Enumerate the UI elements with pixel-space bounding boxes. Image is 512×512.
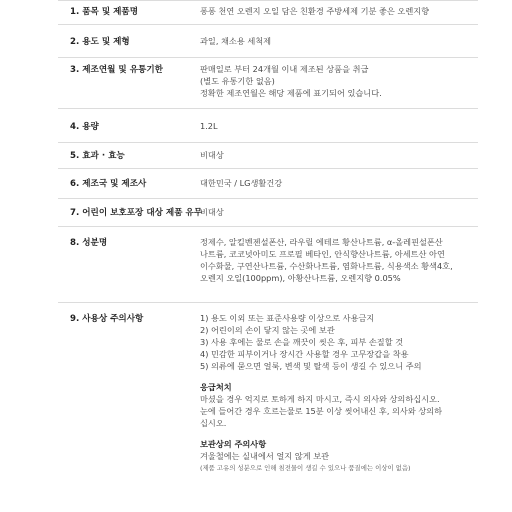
row-value bbox=[200, 35, 476, 47]
table-row bbox=[58, 25, 478, 58]
row-label: 8. 성분명 bbox=[70, 238, 108, 248]
table-row bbox=[58, 109, 478, 143]
caution-line: 5) 의류에 묻으면 얼룩, 변색 및 탈색 등이 생길 수 있으니 주의 bbox=[200, 361, 422, 371]
row-label: 1. 품목 및 제품명 bbox=[70, 7, 139, 17]
storage-line: 겨울철에는 실내에서 얼지 않게 보관 bbox=[200, 451, 330, 461]
first-aid-line: 십시오. bbox=[200, 418, 227, 428]
value-line: 퐁퐁 천연 오렌지 오일 담은 친환경 주방세제 기분 좋은 오렌지향 bbox=[200, 6, 430, 16]
table-row bbox=[58, 169, 478, 199]
value-line: 과일, 채소용 세척제 bbox=[200, 36, 272, 46]
value-line: 이수화물, 구연산나트륨, 수산화나트륨, 염화나트륨, 식용색소 황색4호, bbox=[200, 261, 453, 271]
row-label: 4. 용량 bbox=[70, 122, 99, 132]
table-row bbox=[58, 143, 478, 169]
row-label: 9. 사용상 주의사항 bbox=[70, 314, 144, 324]
caution-line: 3) 사용 후에는 물로 손을 깨끗이 씻은 후, 피부 손질할 것 bbox=[200, 337, 404, 347]
row-label: 7. 어린이 보호포장 대상 제품 유무 bbox=[70, 208, 203, 218]
row-label: 5. 효과 · 효능 bbox=[70, 151, 125, 161]
value-line: 오렌지 오일(100ppm), 아황산나트륨, 오렌지향 0.05% bbox=[200, 273, 401, 283]
row-value bbox=[200, 177, 476, 189]
storage-note: (제품 고유의 성분으로 인해 침전물이 생길 수 있으나 품질에는 이상이 없음) bbox=[200, 464, 411, 472]
row-value bbox=[200, 312, 476, 474]
row-value bbox=[200, 236, 476, 284]
row-label: 6. 제조국 및 제조사 bbox=[70, 179, 147, 189]
caution-line: 1) 용도 이외 또는 표준사용량 이상으로 사용금지 bbox=[200, 313, 375, 323]
row-value bbox=[200, 206, 476, 218]
row-value bbox=[200, 149, 476, 161]
value-line: (별도 유통기한 없음) bbox=[200, 76, 275, 86]
table-row bbox=[58, 199, 478, 227]
table-row bbox=[58, 303, 478, 512]
row-value bbox=[200, 63, 476, 99]
row-label: 3. 제조연월 및 유통기한 bbox=[70, 65, 163, 75]
caution-line: 2) 어린이의 손이 닿지 않는 곳에 보관 bbox=[200, 325, 335, 335]
value-line: 판매일로 부터 24개월 이내 제조된 상품을 취급 bbox=[200, 64, 369, 74]
caution-line: 4) 민감한 피부이거나 장시간 사용할 경우 고무장갑을 착용 bbox=[200, 349, 409, 359]
first-aid-line: 마셨을 경우 억지로 토하게 하지 마시고, 즉시 의사와 상의하십시오. bbox=[200, 394, 440, 404]
value-line: 비대상 bbox=[200, 150, 224, 160]
value-line: 1.2L bbox=[200, 121, 218, 131]
table-row bbox=[58, 0, 478, 25]
value-line: 비대상 bbox=[200, 207, 224, 217]
row-value bbox=[200, 120, 476, 132]
row-value bbox=[200, 5, 476, 17]
value-line: 정제수, 알킬벤젠설폰산, 라우릴 에테르 황산나트륨, α-올레핀설폰산 bbox=[200, 237, 443, 247]
storage-title: 보관상의 주의사항 bbox=[200, 439, 267, 449]
row-label: 2. 용도 및 제형 bbox=[70, 37, 130, 47]
first-aid-line: 눈에 들어간 경우 흐르는물로 15분 이상 씻어내신 후, 의사와 상의하 bbox=[200, 406, 443, 416]
value-line: 정확한 제조연월은 해당 제품에 표기되어 있습니다. bbox=[200, 88, 382, 98]
value-line: 대한민국 / LG생활건강 bbox=[200, 178, 283, 188]
value-line: 나트륨, 코코넛아미도 프로필 베타인, 안식향산나트륨, 아세트산 아연 bbox=[200, 249, 445, 259]
table-row bbox=[58, 58, 478, 109]
first-aid-title: 응급처치 bbox=[200, 382, 232, 392]
table-row bbox=[58, 227, 478, 303]
